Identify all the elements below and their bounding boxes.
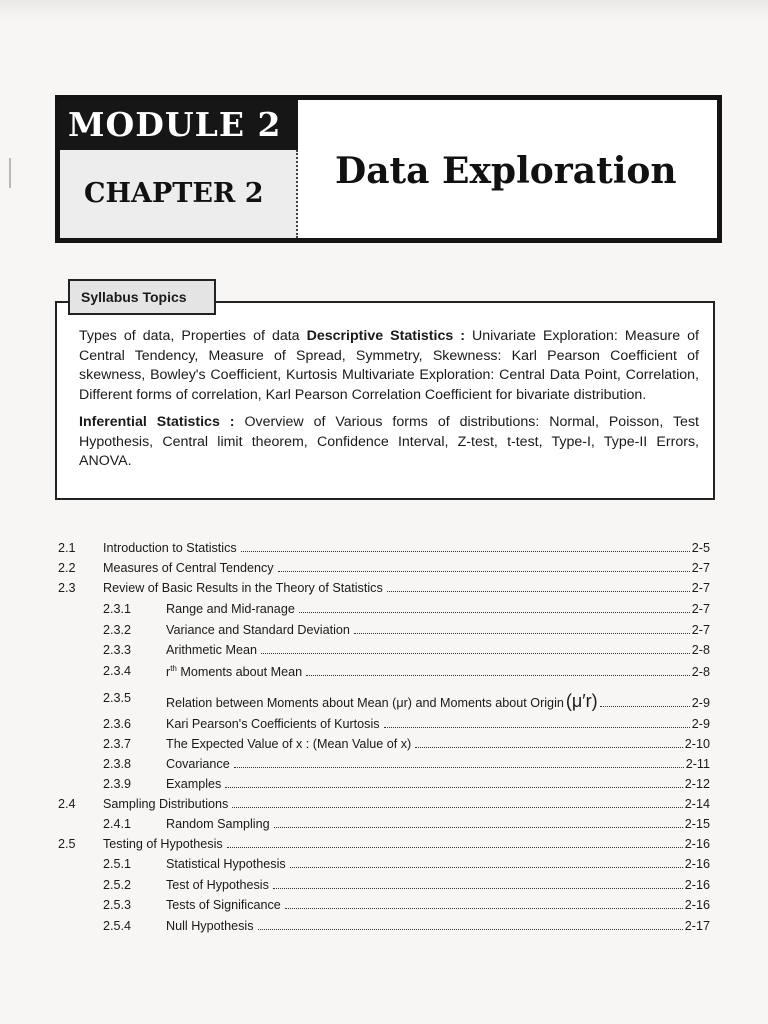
toc-leader-dots <box>290 867 683 868</box>
toc-title: Arithmetic Mean <box>166 643 257 657</box>
toc-page: 2-7 <box>691 602 710 616</box>
margin-mark <box>9 158 11 188</box>
toc-row <box>0 579 768 599</box>
chapter-label: CHAPTER 2 <box>60 150 298 238</box>
toc-leader-dots <box>278 571 690 572</box>
toc-title: Null Hypothesis <box>166 919 254 933</box>
toc-title: Review of Basic Results in the Theory of Statistics <box>103 581 383 595</box>
toc-page: 2-12 <box>684 777 710 791</box>
toc-leader-dots <box>227 847 683 848</box>
toc-title-superscript: th <box>170 664 177 673</box>
toc-title: Kari Pearson's Coefficients of Kurtosis <box>166 717 380 731</box>
toc-row <box>0 775 768 795</box>
toc-number: 2.3.7 <box>103 737 132 751</box>
toc-title: Sampling Distributions <box>103 797 229 811</box>
toc-row <box>0 896 768 916</box>
toc-page: 2-16 <box>684 878 710 892</box>
toc-number: 2.3.4 <box>103 664 132 678</box>
syllabus-para1-lead: Types of data, Properties of data <box>79 328 307 344</box>
toc-row <box>0 735 768 755</box>
syllabus-topics-box <box>55 301 715 500</box>
toc-leader-dots <box>234 767 684 768</box>
toc-page: 2-16 <box>684 837 710 851</box>
toc-page: 2-5 <box>691 541 710 555</box>
toc-row <box>0 641 768 661</box>
toc-row <box>0 715 768 735</box>
toc-number: 2.3 <box>58 581 76 595</box>
toc-number: 2.3.3 <box>103 643 132 657</box>
toc-page: 2-8 <box>691 643 710 657</box>
toc-page: 2-17 <box>684 919 710 933</box>
toc-page: 2-8 <box>691 665 710 680</box>
toc-leader-dots <box>225 787 682 788</box>
toc-page: 2-7 <box>691 581 710 595</box>
toc-leader-dots <box>258 929 683 930</box>
toc-leader-dots <box>241 551 690 552</box>
toc-leader-dots <box>285 908 683 909</box>
toc-title: The Expected Value of x : (Mean Value of x) <box>166 737 412 751</box>
toc-number: 2.5.2 <box>103 878 132 892</box>
toc-leader-dots <box>299 612 690 613</box>
syllabus-para2-rest: Overview of Various forms of distributions: Normal, Poisson, Test Hypothesis, Central limit theorem, Confidence Interval, Z-test, t-test, Type-I, Type-II Errors, ANOVA. <box>79 414 699 469</box>
toc-number: 2.4.1 <box>103 817 132 831</box>
toc-leader-dots <box>387 591 690 592</box>
toc-leader-dots <box>232 807 682 808</box>
toc-row <box>0 755 768 775</box>
toc-title-r: r <box>166 665 171 680</box>
toc-number: 2.3.6 <box>103 717 132 731</box>
toc-title: Relation between Moments about Mean (μr) and Moments about Origin <box>166 696 564 710</box>
toc-page: 2-7 <box>691 623 710 637</box>
toc-row <box>0 559 768 579</box>
toc-row <box>0 662 768 682</box>
toc-number: 2.5.4 <box>103 919 132 933</box>
toc-page: 2-7 <box>691 561 710 575</box>
toc-number: 2.3.1 <box>103 602 132 616</box>
chapter-header <box>55 95 722 243</box>
toc-number: 2.3.5 <box>103 691 132 705</box>
toc-title: Random Sampling <box>166 817 270 831</box>
toc-title: Covariance <box>166 757 230 771</box>
toc-page: 2-14 <box>684 797 710 811</box>
mu-prime-symbol: (μ′r) <box>565 691 598 711</box>
toc-row <box>0 815 768 835</box>
module-label: MODULE 2 <box>60 100 298 150</box>
toc-number: 2.3.9 <box>103 777 132 791</box>
toc-row <box>0 835 768 855</box>
toc-number: 2.5.3 <box>103 898 132 912</box>
toc-number: 2.4 <box>58 797 76 811</box>
syllabus-para1-rest: Univariate Exploration: Measure of Central Tendency, Measure of Spread, Symmetry, Skewness: Karl Pearson Coefficient of skewness, Bowley's Coefficient, Kurtosis Multivariate Exploration: Central Data Point, Correlation, Different forms of correlation, Karl Pearson Correlation Coefficient for bivariate distribution. <box>79 328 699 403</box>
toc-leader-dots <box>261 653 690 654</box>
toc-title: Measures of Central Tendency <box>103 561 274 575</box>
toc-title: Tests of Significance <box>166 898 281 912</box>
toc-row <box>0 795 768 815</box>
toc-page: 2-9 <box>691 717 710 731</box>
toc-page: 2-11 <box>685 757 710 771</box>
toc-title: Test of Hypothesis <box>166 878 269 892</box>
syllabus-paragraph-descriptive <box>79 327 699 405</box>
toc-page: 2-16 <box>684 898 710 912</box>
toc-row <box>0 689 768 709</box>
toc-row <box>0 600 768 620</box>
syllabus-para1-bold: Descriptive Statistics : <box>306 328 465 344</box>
toc-leader-dots <box>415 747 683 748</box>
toc-leader-dots <box>273 888 683 889</box>
toc-page: 2-15 <box>684 817 710 831</box>
toc-title: Testing of Hypothesis <box>103 837 223 851</box>
toc-row <box>0 855 768 875</box>
toc-leader-dots <box>354 633 690 634</box>
toc-title: Examples <box>166 777 222 791</box>
toc-title: Variance and Standard Deviation <box>166 623 350 637</box>
toc-row <box>0 917 768 937</box>
toc-leader-dots <box>384 727 690 728</box>
toc-title-rest: Moments about Mean <box>176 665 303 680</box>
toc-page: 2-10 <box>684 737 710 751</box>
toc-title: Introduction to Statistics <box>103 541 237 555</box>
toc-row <box>0 876 768 896</box>
syllabus-topics-tab: Syllabus Topics <box>68 279 216 315</box>
chapter-title: Data Exploration <box>335 150 677 192</box>
toc-page: 2-9 <box>691 696 710 710</box>
toc-number: 2.2 <box>58 561 76 575</box>
page-top-edge <box>0 0 768 20</box>
toc-title: Range and Mid-ranage <box>166 602 295 616</box>
toc-leader-dots <box>600 706 690 707</box>
toc-number: 2.1 <box>58 541 76 555</box>
toc-number: 2.5 <box>58 837 76 851</box>
toc-number: 2.3.8 <box>103 757 132 771</box>
toc-leader-dots <box>306 675 690 676</box>
toc-row <box>0 621 768 641</box>
toc-row <box>0 539 768 559</box>
toc-leader-dots <box>274 827 683 828</box>
toc-number: 2.5.1 <box>103 857 132 871</box>
syllabus-para2-bold: Inferential Statistics : <box>79 414 235 430</box>
toc-page: 2-16 <box>684 857 710 871</box>
syllabus-paragraph-inferential <box>79 413 699 472</box>
toc-title: Statistical Hypothesis <box>166 857 286 871</box>
toc-title <box>166 664 304 679</box>
toc-number: 2.3.2 <box>103 623 132 637</box>
